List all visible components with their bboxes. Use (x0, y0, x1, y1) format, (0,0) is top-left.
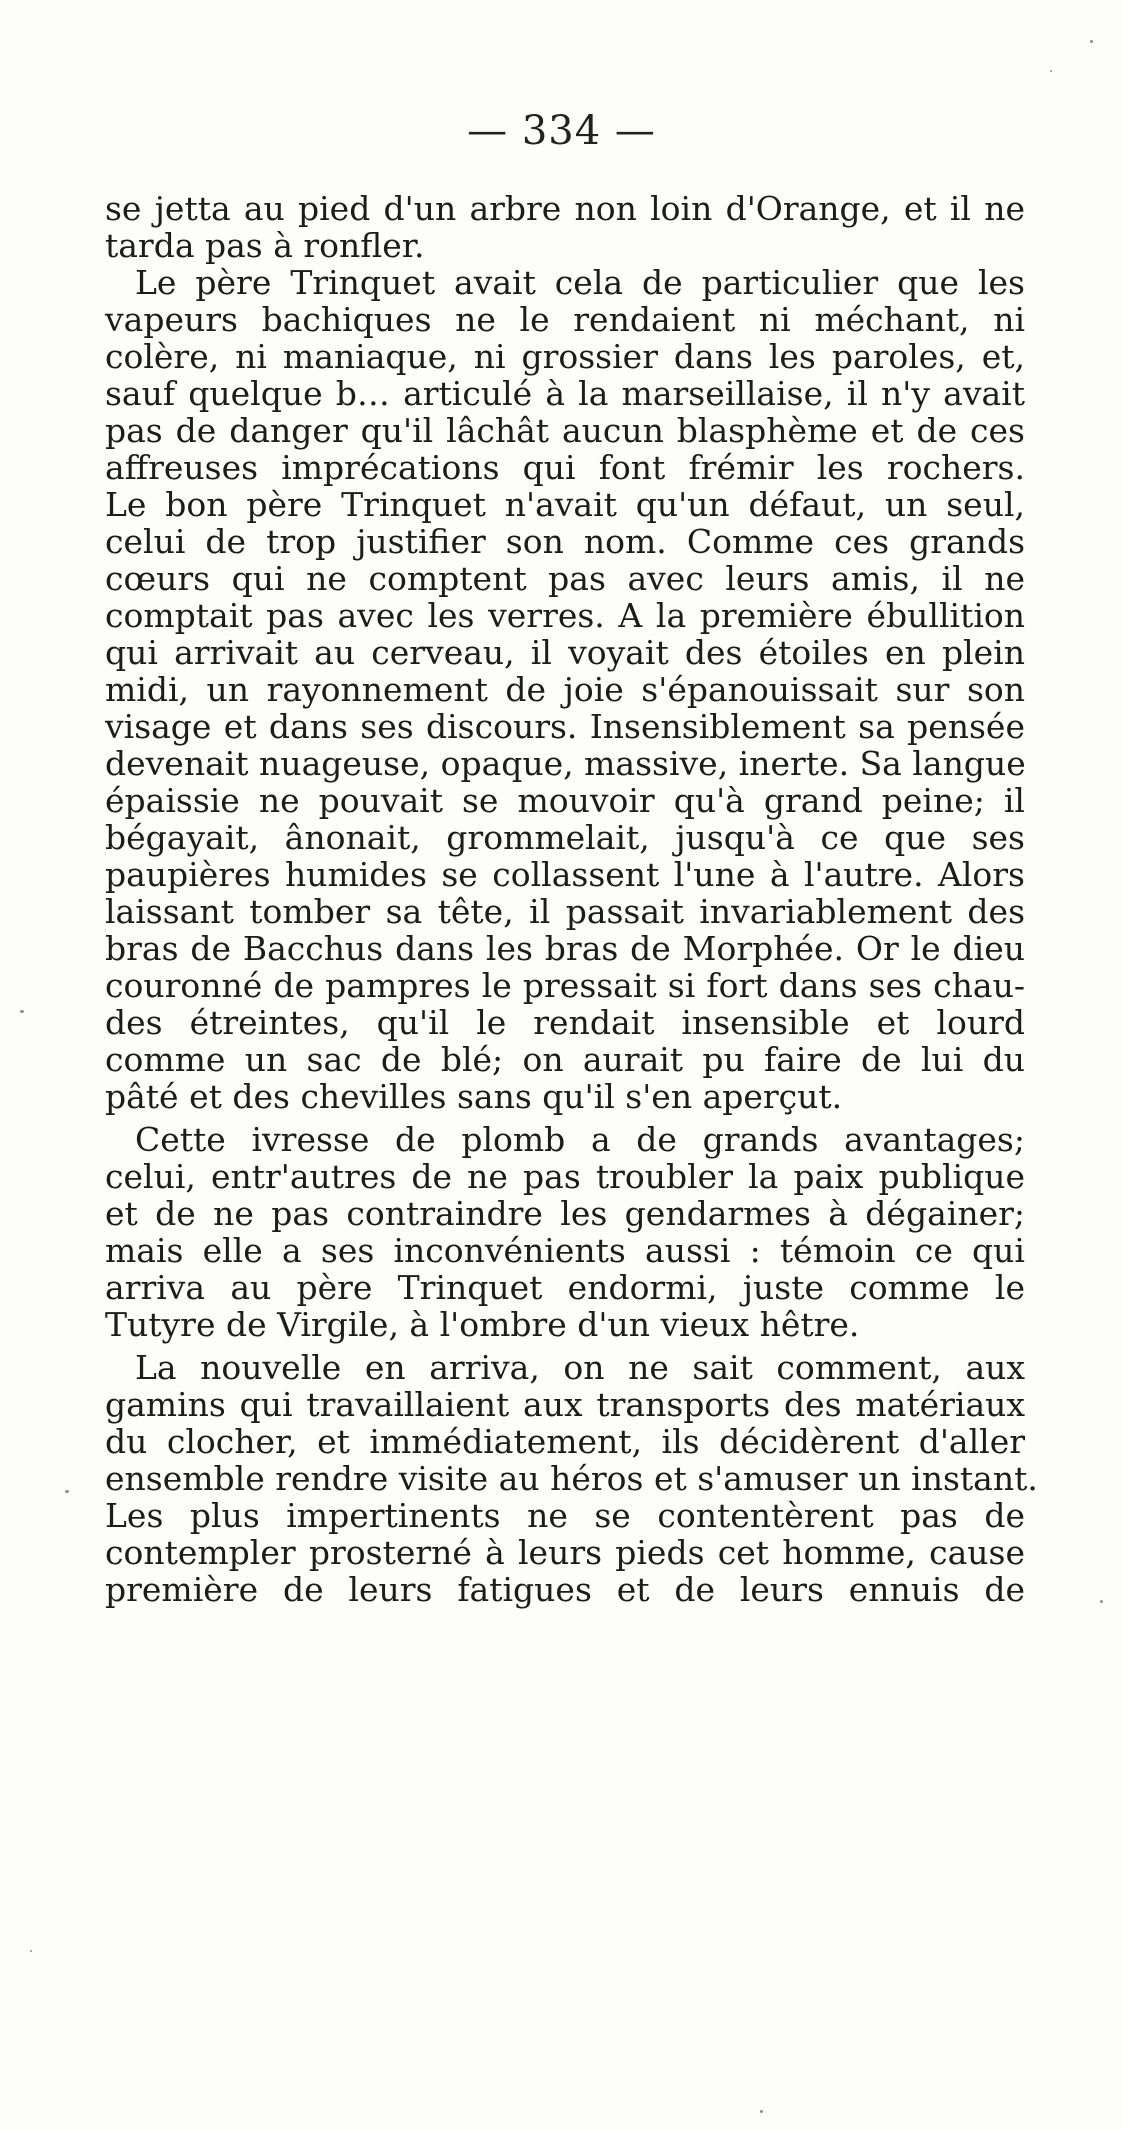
text-line: Le père Trinquet avait cela de particulier que les (135, 263, 1025, 302)
text-line: mais elle a ses inconvénients aussi : témoin ce qui (105, 1231, 1025, 1270)
text-line: sauf quelque b… articulé à la marseillaise, il n'y avait (105, 374, 1025, 413)
text-line: première de leurs fatigues et de leurs ennuis de (105, 1570, 1025, 1609)
page-number: — 334 — (467, 108, 656, 154)
body-text (105, 189, 1038, 1609)
text-line: pâté et des chevilles sans qu'il s'en aperçut. (105, 1077, 843, 1116)
text-line: contempler prosterné à leurs pieds cet homme, cause (105, 1533, 1025, 1572)
scan-speck (20, 1010, 24, 1013)
text-line: couronné de pampres le pressait si fort dans ses chau- (105, 966, 1025, 1005)
text-line: laissant tomber sa tête, il passait invariablement des (105, 892, 1025, 931)
text-line: Cette ivresse de plomb a de grands avantages; (135, 1120, 1025, 1159)
text-line: visage et dans ses discours. Insensiblement sa pensée (105, 707, 1025, 746)
paragraph-4 (105, 1348, 1038, 1609)
text-line: affreuses imprécations qui font frémir les rochers. (105, 448, 1025, 487)
text-line: des étreintes, qu'il le rendait insensible et lourd (105, 1003, 1025, 1042)
text-line: cœurs qui ne comptent pas avec leurs amis, il ne (105, 559, 1025, 598)
text-line: du clocher, et immédiatement, ils décidèrent d'aller (105, 1422, 1025, 1461)
paragraph-1 (105, 190, 1025, 264)
text-line: Les plus impertinents ne se contentèrent pas de (105, 1496, 1025, 1535)
text-line: La nouvelle en arriva, on ne sait comment, aux (135, 1348, 1025, 1387)
text-line: Le bon père Trinquet n'avait qu'un défaut, un seul, (105, 485, 1025, 524)
text-line: midi, un rayonnement de joie s'épanouissait sur son (105, 670, 1025, 709)
scan-speck (65, 1490, 69, 1493)
text-line: et de ne pas contraindre les gendarmes à dégainer; (105, 1194, 1025, 1233)
text-line: bras de Bacchus dans les bras de Morphée. Or le dieu (105, 929, 1025, 968)
text-line: celui de trop justifier son nom. Comme ces grands (105, 522, 1025, 561)
text-line: paupières humides se collassent l'une à l'autre. Alors (105, 855, 1025, 894)
scan-speck (1100, 1600, 1103, 1603)
text-line: devenait nuageuse, opaque, massive, inerte. Sa langue (105, 744, 1026, 783)
text-line: Tutyre de Virgile, à l'ombre d'un vieux hêtre. (105, 1305, 860, 1344)
text-line: comptait pas avec les verres. A la première ébullition (105, 596, 1025, 635)
text-line: colère, ni maniaque, ni grossier dans les paroles, et, (105, 337, 1025, 376)
text-line: tarda pas à ronfler. (105, 226, 425, 265)
paragraph-3 (105, 1121, 1025, 1343)
text-line: bégayait, ânonait, grommelait, jusqu'à ce que ses (105, 818, 1025, 857)
text-line: comme un sac de blé; on aurait pu faire de lui du (105, 1040, 1025, 1079)
scan-speck (30, 1950, 32, 1952)
text-line: se jetta au pied d'un arbre non loin d'Orange, et il ne (105, 189, 1025, 228)
scan-speck (1090, 40, 1093, 43)
text-line: gamins qui travaillaient aux transports des matériaux (105, 1385, 1025, 1424)
text-line: vapeurs bachiques ne le rendaient ni méchant, ni (105, 300, 1025, 339)
text-line: qui arrivait au cerveau, il voyait des étoiles en plein (105, 633, 1025, 672)
text-line: épaissie ne pouvait se mouvoir qu'à grand peine; il (105, 781, 1025, 820)
text-line: celui, entr'autres de ne pas troubler la paix publique (105, 1157, 1025, 1196)
scan-speck (1050, 70, 1052, 72)
scan-speck (760, 2110, 763, 2113)
text-line: arriva au père Trinquet endormi, juste comme le (105, 1268, 1025, 1307)
text-line: ensemble rendre visite au héros et s'amuser un instant. (105, 1459, 1038, 1498)
paragraph-2 (105, 264, 1025, 1115)
text-line: pas de danger qu'il lâchât aucun blasphème et de ces (105, 411, 1025, 450)
